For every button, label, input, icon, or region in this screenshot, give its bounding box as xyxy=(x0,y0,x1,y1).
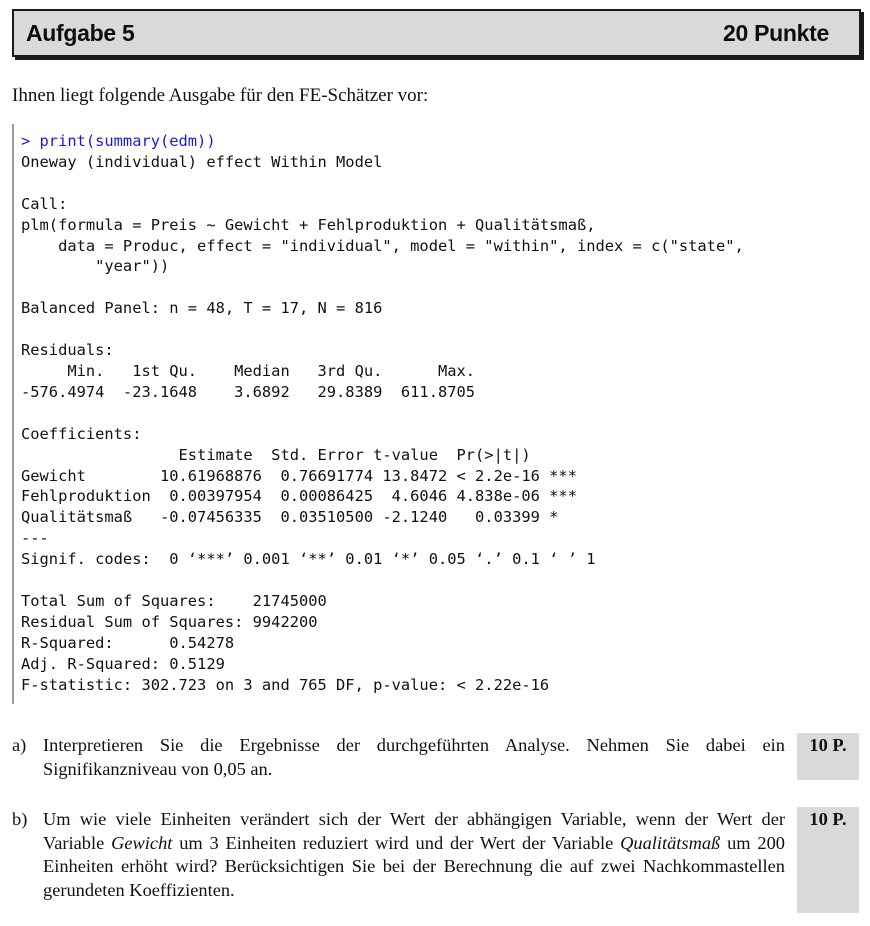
task-a-points: 10 P. xyxy=(797,733,859,780)
task-b-points: 10 P. xyxy=(797,807,859,913)
console-command: > print(summary(edm)) xyxy=(21,132,216,150)
task-header xyxy=(12,9,861,57)
task-a-label: a) xyxy=(12,735,27,755)
task-b-text-3: um 200 Einheiten erhöht wird? Berücksichtigen Sie bei der Berechnung die auf zwei Nachkommastellen gerundeten Koeffizienten. xyxy=(43,832,785,900)
task-b-label: b) xyxy=(12,809,28,829)
task-a-text: Interpretieren Sie die Ergebnisse der durchgeführten Analyse. Nehmen Sie dabei ein Signifikanzniveau von 0,05 an. xyxy=(43,735,785,779)
r-console-output xyxy=(12,124,844,704)
task-b-text-1: Um wie viele Einheiten verändert sich der Wert der abhängigen Variable, wenn der Wert der Variable xyxy=(43,809,785,853)
task-b-text-2: um 3 Einheiten reduziert wird und der Wert der Variable xyxy=(172,832,621,853)
task-points-total: 20 Punkte xyxy=(723,20,829,46)
intro-text: Ihnen liegt folgende Ausgabe für den FE-Schätzer vor: xyxy=(12,85,429,106)
task-b-var-gewicht: Gewicht xyxy=(111,832,173,853)
task-title: Aufgabe 5 xyxy=(26,20,135,46)
task-b-var-qualitaetsmass: Qualitätsmaß xyxy=(620,832,721,853)
console-output-text: Oneway (individual) effect Within Model Call: plm(formula = Preis ~ Gewicht + Fehlproduktion + Qualitätsmaß, data = Produc, effect = "individual", model = "within", index = c("state", "year")) Balanced Panel: n = 48, T = 17, N = 816 Residuals: Min. 1st Qu. Median 3rd Qu. Max. -576.4974 -23.1648 3.6892 29.8389 611.8705 Coefficients: Estimate Std. Error t-value Pr(>|t|) Gewicht 10.61968876 0.76691774 13.8472 < 2.2e-16 *** Fehlproduktion 0.00397954 0.00086425 4.6046 4.838e-06 *** Qualitätsmaß -0.07456335 0.03510500 -2.1240 0.03399 * --- Signif. codes: 0 ‘***’ 0.001 ‘**’ 0.01 ‘*’ 0.05 ‘.’ 0.1 ‘ ’ 1 Total Sum of Squares: 21745000 Residual Sum of Squares: 9942200 R-Squared: 0.54278 Adj. R-Squared: 0.5129 F-statistic: 302.723 on 3 and 765 DF, p-value: < 2.22e-16 xyxy=(21,152,744,694)
task-b-text xyxy=(43,808,785,902)
